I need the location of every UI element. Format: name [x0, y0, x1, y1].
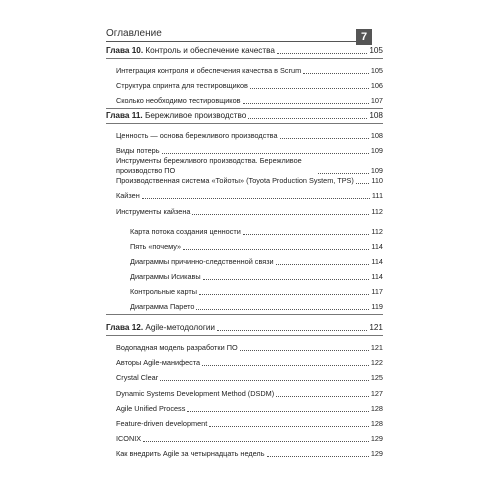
toc-section-entry[interactable] — [106, 81, 383, 91]
toc-page-number: 122 — [370, 358, 383, 367]
toc-entry-title: Agile Unified Process — [116, 404, 186, 413]
dot-leader — [160, 380, 369, 381]
section-divider — [106, 123, 383, 124]
toc-entry-title: Инструменты кайзена — [116, 207, 191, 216]
toc-entry-title: Производственная система «Тойоты» (Toyota Production System, TPS) — [116, 176, 354, 185]
toc-page-number: 114 — [371, 272, 383, 281]
toc-page-number: 128 — [370, 404, 383, 413]
dot-leader — [276, 264, 370, 265]
toc-subsection-entry[interactable] — [106, 242, 383, 252]
toc-entry-title: Структура спринта для тестировщиков — [116, 81, 248, 90]
toc-page-number: 127 — [370, 389, 383, 398]
toc-page-number: 106 — [370, 81, 383, 90]
chapter-title: Бережливое производство — [144, 111, 247, 120]
toc-page-number: 117 — [371, 287, 383, 296]
section-divider — [106, 335, 383, 336]
chapter-title: Контроль и обеспечение качества — [145, 46, 275, 55]
section-divider — [106, 58, 383, 59]
toc-entry-title: Виды потерь — [116, 146, 160, 155]
toc-entry-title: Инструменты бережливого производства. Бережливое производство ПО — [116, 156, 302, 175]
dot-leader — [162, 153, 369, 154]
dot-leader — [277, 53, 367, 54]
toc-page-number: 107 — [370, 96, 383, 105]
toc-entry-title: Пять «почему» — [130, 242, 182, 251]
toc-subsection-entry[interactable] — [106, 302, 383, 312]
toc-section-entry[interactable] — [106, 404, 383, 414]
dot-leader — [143, 441, 369, 442]
toc-section-entry[interactable] — [106, 419, 383, 429]
dot-leader — [280, 138, 369, 139]
dot-leader — [203, 279, 370, 280]
toc-entry-title: Dynamic Systems Development Method (DSDM) — [116, 389, 275, 398]
toc-subsection-entry[interactable] — [106, 257, 383, 267]
toc-entry-title: Сколько необходимо тестировщиков — [116, 96, 241, 105]
toc-entry-title: Ценность — основа бережливого производства — [116, 131, 278, 140]
toc-page-number: 128 — [370, 419, 383, 428]
toc-page-number: 109 — [370, 166, 383, 175]
toc-section-entry[interactable] — [106, 131, 383, 141]
toc-entry-title: Карта потока создания ценности — [130, 227, 241, 236]
toc-page-number: 121 — [369, 323, 383, 332]
toc-entry-title: Crystal Clear — [116, 373, 159, 382]
toc-section-entry[interactable] — [106, 373, 383, 383]
toc-chapter-entry[interactable] — [106, 46, 383, 56]
toc-page-number: 112 — [371, 227, 383, 236]
toc-page-number: 119 — [371, 302, 383, 311]
toc-section-entry[interactable] — [106, 191, 383, 201]
toc-page-number: 109 — [370, 146, 383, 155]
toc-page-number: 111 — [371, 191, 383, 200]
dot-leader — [303, 73, 369, 74]
toc-section-entry[interactable] — [106, 146, 383, 156]
toc-section-entry[interactable] — [106, 156, 383, 176]
dot-leader — [196, 309, 369, 310]
toc-entry-title — [106, 46, 275, 56]
dot-leader — [142, 198, 370, 199]
toc-page-number: 129 — [370, 449, 383, 458]
toc-page-number: 105 — [369, 46, 383, 55]
toc-page-number: 108 — [369, 111, 383, 120]
toc-entry-title: Диаграмма Парето — [130, 302, 195, 311]
toc-subsection-entry[interactable] — [106, 227, 383, 237]
toc-entry-title: Интеграция контроля и обеспечения качества в Scrum — [116, 66, 302, 75]
page-header — [106, 28, 372, 46]
toc-chapter-entry[interactable] — [106, 111, 383, 121]
toc-page-number: 129 — [370, 434, 383, 443]
dot-leader — [243, 103, 369, 104]
dot-leader — [240, 350, 369, 351]
toc-section-entry[interactable] — [106, 358, 383, 368]
toc-entry-title: Диаграммы Исикавы — [130, 272, 201, 281]
chapter-title: Agile-методологии — [145, 323, 215, 332]
toc-section-entry[interactable] — [106, 434, 383, 444]
dot-leader — [202, 365, 369, 366]
dot-leader — [192, 214, 369, 215]
toc-section-entry[interactable] — [106, 96, 383, 106]
toc-page-number: 114 — [371, 242, 383, 251]
toc-entry-title: Кайзен — [116, 191, 140, 200]
dot-leader — [318, 173, 369, 174]
toc-entry-title: ICONIX — [116, 434, 142, 443]
dot-leader — [187, 411, 368, 412]
toc-page-number: 125 — [370, 373, 383, 382]
dot-leader — [276, 396, 369, 397]
toc-section-entry[interactable] — [106, 449, 383, 459]
toc-entry-title: Feature-driven development — [116, 419, 208, 428]
dot-leader — [356, 183, 370, 184]
toc-entry-title: Диаграммы причинно-следственной связи — [130, 257, 274, 266]
toc-chapter-entry[interactable] — [106, 323, 383, 333]
section-divider — [106, 108, 383, 109]
toc-page-number: 121 — [370, 343, 383, 352]
chapter-label: Глава 11. — [106, 111, 143, 120]
toc-section-entry[interactable] — [106, 207, 383, 217]
toc-subsection-entry[interactable] — [106, 272, 383, 282]
toc-page-number: 110 — [371, 176, 383, 185]
chapter-label: Глава 10. — [106, 46, 144, 55]
toc-subsection-entry[interactable] — [106, 287, 383, 297]
section-divider — [106, 314, 383, 315]
dot-leader — [250, 88, 369, 89]
toc-entry-title: Авторы Agile-манифеста — [116, 358, 201, 367]
toc-page-number: 105 — [370, 66, 383, 75]
header-rule — [106, 41, 356, 42]
dot-leader — [209, 426, 369, 427]
toc-page-number: 114 — [371, 257, 383, 266]
dot-leader — [267, 456, 369, 457]
dot-leader — [248, 118, 367, 119]
toc-entry-title: Водопадная модель разработки ПО — [116, 343, 238, 352]
toc-entry-title: Контрольные карты — [130, 287, 197, 296]
dot-leader — [217, 330, 367, 331]
toc-section-entry[interactable] — [106, 176, 383, 186]
dot-leader — [199, 294, 369, 295]
toc-entry-title — [106, 323, 215, 333]
toc-entry-title: Как внедрить Agile за четырнадцать недель — [116, 449, 265, 458]
dot-leader — [243, 234, 370, 235]
dot-leader — [183, 249, 369, 250]
running-header-title: Оглавление — [106, 28, 162, 39]
toc-entry-title — [106, 111, 246, 121]
page-number-badge: 7 — [356, 29, 372, 45]
toc-section-entry[interactable] — [106, 343, 383, 353]
toc-page-number: 108 — [370, 131, 383, 140]
toc-section-entry[interactable] — [106, 66, 383, 76]
toc-page-number: 112 — [371, 207, 383, 216]
toc-section-entry[interactable] — [106, 389, 383, 399]
chapter-label: Глава 12. — [106, 323, 144, 332]
